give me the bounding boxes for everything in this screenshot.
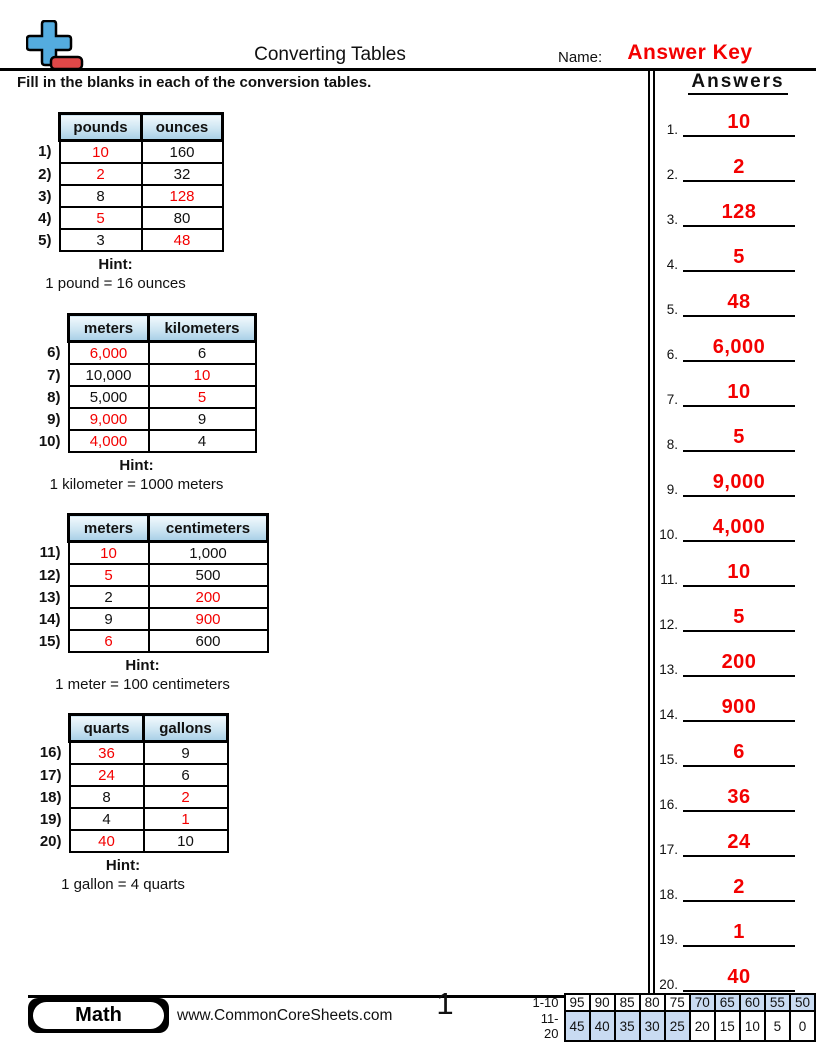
table-row: [26, 229, 223, 251]
score-row: [530, 994, 815, 1011]
problem-number: 7): [47, 366, 61, 384]
page-title: Converting Tables: [254, 44, 406, 65]
hint-text: 1 meter = 100 centimeters: [55, 676, 230, 693]
answer-line: [683, 291, 795, 317]
cell-value: 500: [149, 564, 268, 586]
table-row: [35, 542, 268, 565]
answer-line: [683, 651, 795, 677]
hint-label: Hint:: [98, 256, 133, 273]
score-cell: 85: [615, 994, 640, 1011]
cell-value: 5: [69, 564, 149, 586]
table-row: [26, 185, 223, 207]
column-header: ounces: [142, 114, 223, 141]
conversion-table-grid: [26, 112, 224, 252]
column-header: gallons: [144, 715, 228, 742]
score-grid: [530, 993, 816, 1042]
website-text: www.CommonCoreSheets.com: [177, 1007, 393, 1024]
answer-number: 3.: [666, 212, 678, 227]
hint-text: 1 gallon = 4 quarts: [61, 876, 185, 893]
answer-row-3: [652, 197, 795, 227]
table-row: [26, 207, 223, 229]
answer-line: [683, 246, 795, 272]
answer-row-5: [652, 287, 795, 317]
answer-number: 18.: [659, 887, 678, 902]
cell-value: 4,000: [69, 430, 149, 452]
answer-line: [683, 426, 795, 452]
problem-number: 13): [38, 588, 61, 606]
answer-row-16: [652, 782, 795, 812]
score-cell: 95: [565, 994, 590, 1011]
score-cell: 20: [690, 1011, 715, 1041]
answer-line: [683, 516, 795, 542]
cell-value: 1,000: [149, 542, 268, 565]
cell-value: 40: [70, 830, 144, 852]
cell-value: 4: [149, 430, 256, 452]
score-cell: 60: [740, 994, 765, 1011]
answer-line: [683, 561, 795, 587]
table-row: [35, 408, 256, 430]
answer-value: 48: [727, 291, 751, 313]
table-row: [35, 430, 256, 452]
table-row: [36, 808, 228, 830]
answer-row-19: [652, 917, 795, 947]
score-cell: 5: [765, 1011, 790, 1041]
answer-line: [683, 201, 795, 227]
conversion-table-grid: [35, 313, 257, 453]
instruction-text: Fill in the blanks in each of the conversion tables.: [17, 74, 372, 91]
answer-row-20: [652, 962, 795, 992]
answer-line: [683, 831, 795, 857]
answer-row-18: [652, 872, 795, 902]
score-cell: 30: [640, 1011, 665, 1041]
cell-value: 3: [60, 229, 142, 251]
table-corner: [26, 114, 60, 141]
answer-number: 4.: [666, 257, 678, 272]
answer-line: [683, 966, 795, 992]
cell-value: 6: [144, 764, 228, 786]
answer-line: [683, 606, 795, 632]
cell-value: 5: [60, 207, 142, 229]
answer-value: 6: [733, 741, 745, 763]
cell-value: 32: [142, 163, 223, 185]
answer-number: 9.: [666, 482, 678, 497]
problem-number: 10): [38, 432, 61, 450]
cell-value: 2: [69, 586, 149, 608]
answer-line: [683, 156, 795, 182]
cell-value: 600: [149, 630, 268, 652]
column-header: pounds: [60, 114, 142, 141]
score-cell: 0: [790, 1011, 815, 1041]
answer-row-15: [652, 737, 795, 767]
cell-value: 9: [144, 742, 228, 765]
cell-value: 900: [149, 608, 268, 630]
name-label: Name:: [558, 49, 603, 66]
cell-value: 4: [70, 808, 144, 830]
answer-value: 6,000: [712, 336, 766, 358]
answer-row-10: [652, 512, 795, 542]
table-row: [35, 586, 268, 608]
problem-number: 17): [39, 766, 62, 784]
subject-badge: [28, 998, 169, 1033]
problem-number: 3): [38, 187, 52, 205]
conversion-table-4: [36, 713, 210, 893]
answer-number: 8.: [666, 437, 678, 452]
conversion-table-grid: [36, 713, 229, 853]
cell-value: 24: [70, 764, 144, 786]
answer-row-4: [652, 242, 795, 272]
problem-number: 11): [39, 544, 61, 562]
problem-number: 6): [47, 344, 61, 362]
answer-line: [683, 921, 795, 947]
score-row-label: 1-10: [532, 995, 559, 1010]
cell-value: 6: [149, 342, 256, 365]
answer-number: 14.: [659, 707, 678, 722]
table-row: [35, 364, 256, 386]
cell-value: 200: [149, 586, 268, 608]
answer-row-17: [652, 827, 795, 857]
answer-value: 9,000: [712, 471, 766, 493]
cell-value: 10: [144, 830, 228, 852]
table-row: [35, 608, 268, 630]
hint-label: Hint:: [125, 657, 160, 674]
cell-value: 5: [149, 386, 256, 408]
answer-number: 19.: [659, 932, 678, 947]
score-cell: 15: [715, 1011, 740, 1041]
answer-line: [683, 786, 795, 812]
answer-row-2: [652, 152, 795, 182]
answer-number: 2.: [666, 167, 678, 182]
problem-number: 16): [39, 744, 62, 762]
table-row: [35, 630, 268, 652]
answer-line: [683, 111, 795, 137]
score-cell: 70: [690, 994, 715, 1011]
hint-label: Hint:: [105, 857, 141, 874]
problem-number: 9): [47, 410, 61, 428]
column-header: kilometers: [149, 315, 256, 342]
score-cell: 35: [615, 1011, 640, 1041]
answer-number: 10.: [659, 527, 678, 542]
problem-number: 2): [38, 165, 52, 183]
answer-number: 12.: [659, 617, 678, 632]
answer-number: 11.: [660, 572, 678, 587]
answer-value: 40: [727, 966, 751, 988]
hint-text: 1 kilometer = 1000 meters: [49, 476, 224, 493]
table-corner: [35, 315, 69, 342]
table-row: [36, 786, 228, 808]
cell-value: 1: [144, 808, 228, 830]
column-header: centimeters: [149, 515, 268, 542]
conversion-table-3: [35, 513, 250, 693]
score-cell: 75: [665, 994, 690, 1011]
cell-value: 9: [149, 408, 256, 430]
answer-number: 7.: [666, 392, 678, 407]
hint-text: 1 pound = 16 ounces: [45, 275, 186, 292]
answer-row-8: [652, 422, 795, 452]
score-cell: 80: [640, 994, 665, 1011]
answer-value: 5: [733, 426, 745, 448]
answer-line: [683, 471, 795, 497]
cell-value: 5,000: [69, 386, 149, 408]
answer-value: 200: [721, 651, 757, 673]
cell-value: 10: [149, 364, 256, 386]
name-value: Answer Key: [627, 41, 753, 64]
cell-value: 80: [142, 207, 223, 229]
answer-value: 10: [727, 561, 751, 583]
conversion-table-grid: [35, 513, 269, 653]
table-row: [36, 830, 228, 852]
table-corner: [35, 515, 69, 542]
answer-row-14: [652, 692, 795, 722]
answer-value: 4,000: [712, 516, 766, 538]
score-row-label: 11-20: [540, 1011, 559, 1041]
answer-value: 2: [733, 876, 745, 898]
hint-label: Hint:: [119, 457, 154, 474]
cell-value: 2: [60, 163, 142, 185]
table-row: [26, 141, 223, 164]
problem-number: 15): [38, 632, 61, 650]
answer-row-9: [652, 467, 795, 497]
cell-value: 10: [69, 542, 149, 565]
answer-line: [683, 336, 795, 362]
page-number: 1: [436, 986, 454, 1021]
table-row: [35, 564, 268, 586]
cell-value: 10: [60, 141, 142, 164]
score-cell: 10: [740, 1011, 765, 1041]
cell-value: 8: [70, 786, 144, 808]
answer-number: 20.: [659, 977, 678, 992]
answer-value: 10: [727, 111, 751, 133]
answer-number: 5.: [666, 302, 678, 317]
problem-number: 19): [39, 810, 62, 828]
answer-number: 16.: [659, 797, 678, 812]
column-header: quarts: [70, 715, 144, 742]
table-row: [35, 386, 256, 408]
problem-number: 18): [39, 788, 62, 806]
plus-minus-logo-icon: [26, 20, 84, 72]
cell-value: 10,000: [69, 364, 149, 386]
cell-value: 2: [144, 786, 228, 808]
answer-number: 1.: [666, 122, 678, 137]
answer-row-7: [652, 377, 795, 407]
conversion-table-2: [35, 313, 238, 493]
answer-value: 36: [727, 786, 751, 808]
answers-heading: Answers: [668, 71, 808, 93]
problem-number: 5): [38, 231, 52, 249]
table-row: [35, 342, 256, 365]
problem-number: 20): [39, 832, 62, 850]
answer-number: 17.: [659, 842, 678, 857]
table-row: [36, 742, 228, 765]
cell-value: 6,000: [69, 342, 149, 365]
answer-line: [683, 381, 795, 407]
score-row: [530, 1011, 815, 1041]
answer-value: 900: [721, 696, 757, 718]
column-header: meters: [69, 515, 149, 542]
score-cell: 65: [715, 994, 740, 1011]
answer-number: 13.: [659, 662, 678, 677]
cell-value: 48: [142, 229, 223, 251]
score-cell: 40: [590, 1011, 615, 1041]
cell-value: 8: [60, 185, 142, 207]
answer-row-13: [652, 647, 795, 677]
cell-value: 6: [69, 630, 149, 652]
score-cell: 45: [565, 1011, 590, 1041]
score-cell: 50: [790, 994, 815, 1011]
answer-row-12: [652, 602, 795, 632]
table-row: [26, 163, 223, 185]
score-cell: 25: [665, 1011, 690, 1041]
answer-row-11: [652, 557, 795, 587]
conversion-table-1: [26, 112, 209, 292]
table-corner: [36, 715, 70, 742]
cell-value: 128: [142, 185, 223, 207]
answer-value: 5: [733, 606, 745, 628]
problem-number: 1): [38, 143, 52, 161]
problem-number: 12): [38, 566, 61, 584]
answer-value: 128: [721, 201, 757, 223]
answer-value: 1: [733, 921, 745, 943]
cell-value: 160: [142, 141, 223, 164]
problem-number: 8): [47, 388, 61, 406]
cell-value: 36: [70, 742, 144, 765]
answer-value: 5: [733, 246, 745, 268]
answer-line: [683, 741, 795, 767]
answer-value: 2: [733, 156, 745, 178]
score-cell: 55: [765, 994, 790, 1011]
column-header: meters: [69, 315, 149, 342]
table-row: [36, 764, 228, 786]
problem-number: 4): [38, 209, 52, 227]
subject-label: Math: [33, 1002, 164, 1029]
answer-value: 10: [727, 381, 751, 403]
cell-value: 9,000: [69, 408, 149, 430]
cell-value: 9: [69, 608, 149, 630]
answer-row-1: [652, 107, 795, 137]
answer-line: [683, 876, 795, 902]
answer-number: 6.: [666, 347, 678, 362]
score-cell: 90: [590, 994, 615, 1011]
answer-line: [683, 696, 795, 722]
answer-number: 15.: [659, 752, 678, 767]
answer-row-6: [652, 332, 795, 362]
problem-number: 14): [38, 610, 61, 628]
answer-value: 24: [727, 831, 751, 853]
